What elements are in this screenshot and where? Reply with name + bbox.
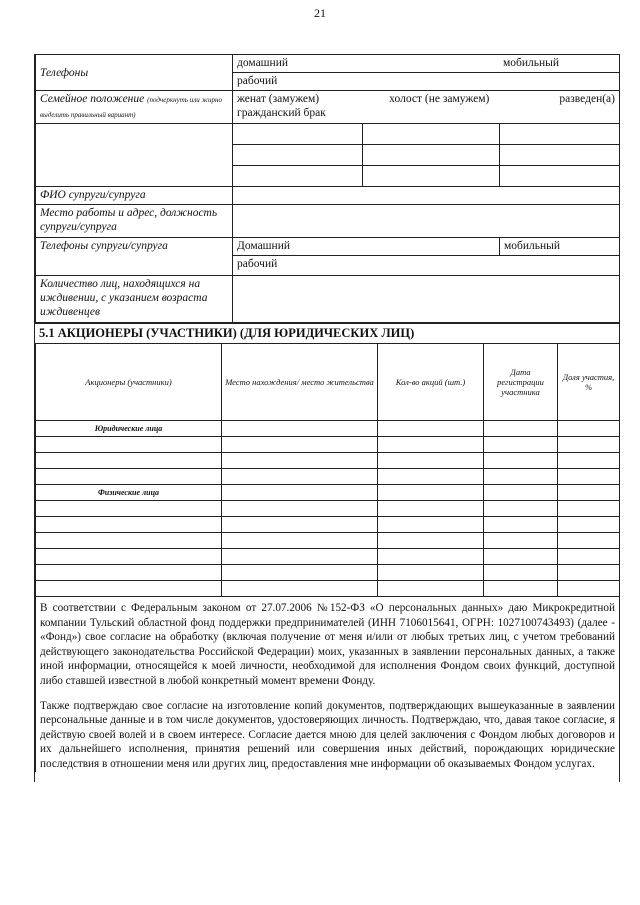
table-cell[interactable] bbox=[378, 549, 484, 565]
table-row bbox=[36, 581, 620, 597]
table-cell[interactable] bbox=[378, 533, 484, 549]
consent-paragraph-1: В соответствии с Федеральным законом от 27.07.2006 №152-ФЗ «О персональных данных» даю Микрокредитной компании Тульский областной фонд поддержки предпринимателей (ИНН 7106015641, ОГРН: 1027100743493) (далее - «Фонд») свое согласие на обработку (включая получение от меня и/или от любых третьих лиц, с учетом требований действующего законодательства Российской Федерации) моих, указанных в заявлении персональных данных, а также иной информации, относящейся к моей личности, необходимой для исполнения Фондом своих функций, доступной либо ставшей известной в любой конкретный момент времени Фонду. bbox=[40, 602, 615, 687]
table-cell[interactable] bbox=[378, 421, 484, 437]
option-civil[interactable]: гражданский брак bbox=[237, 107, 326, 119]
table-row bbox=[36, 533, 620, 549]
table-cell[interactable] bbox=[222, 533, 378, 549]
table-row bbox=[36, 437, 620, 453]
table-cell[interactable] bbox=[36, 517, 222, 533]
table-cell[interactable] bbox=[558, 517, 620, 533]
col-header-shares: Кол-во акций (шт.) bbox=[378, 344, 484, 421]
table-cell[interactable] bbox=[36, 453, 222, 469]
spouse-phone-mobile-field[interactable] bbox=[500, 238, 620, 256]
table-row bbox=[36, 565, 620, 581]
blank-field[interactable] bbox=[363, 145, 500, 166]
option-single[interactable]: холост (не замужем) bbox=[389, 93, 490, 105]
table-cell[interactable] bbox=[378, 453, 484, 469]
table-cell[interactable] bbox=[484, 533, 558, 549]
table-cell[interactable] bbox=[36, 581, 222, 597]
blank-field[interactable] bbox=[500, 124, 620, 145]
table-cell[interactable] bbox=[378, 437, 484, 453]
blank-cell bbox=[36, 124, 233, 187]
table-cell[interactable] bbox=[222, 517, 378, 533]
table-cell[interactable] bbox=[378, 501, 484, 517]
spouse-phone-mobile-label: мобильный bbox=[504, 240, 561, 252]
spouse-phones-label: Телефоны супруги/супруга bbox=[36, 238, 233, 276]
table-cell[interactable] bbox=[484, 421, 558, 437]
phones-label: Телефоны bbox=[36, 55, 233, 91]
table-cell[interactable] bbox=[378, 469, 484, 485]
marital-status-options bbox=[233, 91, 620, 124]
table-cell[interactable] bbox=[36, 469, 222, 485]
table-cell[interactable] bbox=[558, 485, 620, 501]
table-cell[interactable] bbox=[36, 437, 222, 453]
table-cell[interactable] bbox=[558, 565, 620, 581]
marital-status-label: Семейное положение bbox=[40, 93, 145, 105]
table-cell[interactable] bbox=[484, 517, 558, 533]
phone-work-label: рабочий bbox=[237, 75, 278, 87]
form-frame bbox=[34, 54, 620, 782]
table-cell[interactable] bbox=[558, 549, 620, 565]
group-individuals: Физические лица bbox=[36, 485, 222, 501]
table-cell[interactable] bbox=[222, 565, 378, 581]
table-cell[interactable] bbox=[378, 565, 484, 581]
table-cell[interactable] bbox=[378, 485, 484, 501]
spouse-work-field[interactable] bbox=[233, 205, 620, 238]
table-cell[interactable] bbox=[558, 469, 620, 485]
table-cell[interactable] bbox=[222, 501, 378, 517]
table-row bbox=[36, 501, 620, 517]
table-cell[interactable] bbox=[222, 581, 378, 597]
spouse-name-field[interactable] bbox=[233, 187, 620, 205]
table-cell[interactable] bbox=[36, 565, 222, 581]
marital-status-label-cell bbox=[36, 91, 233, 124]
table-cell[interactable] bbox=[378, 581, 484, 597]
table-cell[interactable] bbox=[558, 421, 620, 437]
table-cell[interactable] bbox=[484, 469, 558, 485]
blank-field[interactable] bbox=[233, 166, 363, 187]
spouse-phone-home-field[interactable] bbox=[233, 238, 500, 256]
blank-field[interactable] bbox=[500, 145, 620, 166]
table-cell[interactable] bbox=[484, 581, 558, 597]
col-header-share-percent: Доля участия, % bbox=[558, 344, 620, 421]
table-cell[interactable] bbox=[222, 437, 378, 453]
spouse-phone-work-label: рабочий bbox=[237, 258, 278, 270]
table-cell[interactable] bbox=[484, 437, 558, 453]
col-header-location: Место нахождения/ место жительства bbox=[222, 344, 378, 421]
group-legal-entities: Юридические лица bbox=[36, 421, 222, 437]
table-cell[interactable] bbox=[222, 469, 378, 485]
blank-field[interactable] bbox=[233, 145, 363, 166]
shareholders-table bbox=[35, 344, 620, 597]
spouse-phone-work-field[interactable] bbox=[233, 256, 620, 276]
table-cell[interactable] bbox=[36, 549, 222, 565]
col-header-shareholders: Акционеры (участники) bbox=[36, 344, 222, 421]
blank-field[interactable] bbox=[233, 124, 363, 145]
dependents-field[interactable] bbox=[233, 276, 620, 323]
table-cell[interactable] bbox=[558, 453, 620, 469]
option-married[interactable]: женат (замужем) bbox=[237, 93, 320, 105]
table-cell[interactable] bbox=[222, 421, 378, 437]
table-cell[interactable] bbox=[222, 485, 378, 501]
table-row bbox=[36, 453, 620, 469]
personal-info-table bbox=[35, 55, 620, 323]
table-cell[interactable] bbox=[484, 565, 558, 581]
table-cell[interactable] bbox=[484, 485, 558, 501]
table-cell[interactable] bbox=[484, 501, 558, 517]
consent-paragraph-2: Также подтверждаю свое согласие на изготовление копий документов, подтверждающих вышеуказанные в заявлении персональные данные и в том числе документов, удостоверяющих личность. Подтверждаю, что, давая такое согласие, я действую своей волей и в своем интересе. Согласие дается мною для целей заключения с Фондом любых договоров и их дальнейшего исполнения, принятия решений или совершения иных действий, порождающих юридические последствия в отношении меня или других лиц, предоставления мне информации об оказываемых Фондом услугах. bbox=[40, 699, 615, 770]
table-row bbox=[36, 517, 620, 533]
dependents-label: Количество лиц, находящихся на иждивении, с указанием возраста иждивенцев bbox=[36, 276, 233, 323]
table-row bbox=[36, 469, 620, 485]
blank-field[interactable] bbox=[500, 166, 620, 187]
spouse-phone-home-label: Домашний bbox=[237, 240, 290, 252]
phone-work-field[interactable] bbox=[233, 73, 620, 91]
table-cell[interactable] bbox=[484, 453, 558, 469]
col-header-reg-date: Дата регистрации участника bbox=[484, 344, 558, 421]
spouse-work-label: Место работы и адрес, должность супруги/супруга bbox=[36, 205, 233, 238]
table-row bbox=[36, 549, 620, 565]
shareholders-title: 5.1 АКЦИОНЕРЫ (УЧАСТНИКИ) (ДЛЯ ЮРИДИЧЕСКИХ ЛИЦ) bbox=[35, 323, 619, 344]
blank-field[interactable] bbox=[363, 166, 500, 187]
table-cell[interactable] bbox=[558, 533, 620, 549]
page-number: 21 bbox=[314, 6, 326, 20]
table-cell[interactable] bbox=[484, 549, 558, 565]
table-cell[interactable] bbox=[222, 549, 378, 565]
option-divorced[interactable]: разведен(а) bbox=[559, 93, 615, 105]
table-cell[interactable] bbox=[36, 533, 222, 549]
table-cell[interactable] bbox=[558, 501, 620, 517]
spouse-name-label: ФИО супруги/супруга bbox=[36, 187, 233, 205]
table-cell[interactable] bbox=[378, 517, 484, 533]
phone-mobile-label: мобильный bbox=[502, 57, 559, 69]
table-cell[interactable] bbox=[558, 581, 620, 597]
consent-text bbox=[35, 597, 619, 772]
blank-field[interactable] bbox=[363, 124, 500, 145]
phone-home-label: домашний bbox=[237, 57, 289, 69]
phone-home-row[interactable] bbox=[233, 55, 620, 73]
table-cell[interactable] bbox=[558, 437, 620, 453]
marital-status-hint: (подчеркнуть или жирно выделить правильный вариант) bbox=[40, 96, 222, 119]
table-cell[interactable] bbox=[222, 453, 378, 469]
table-cell[interactable] bbox=[36, 501, 222, 517]
